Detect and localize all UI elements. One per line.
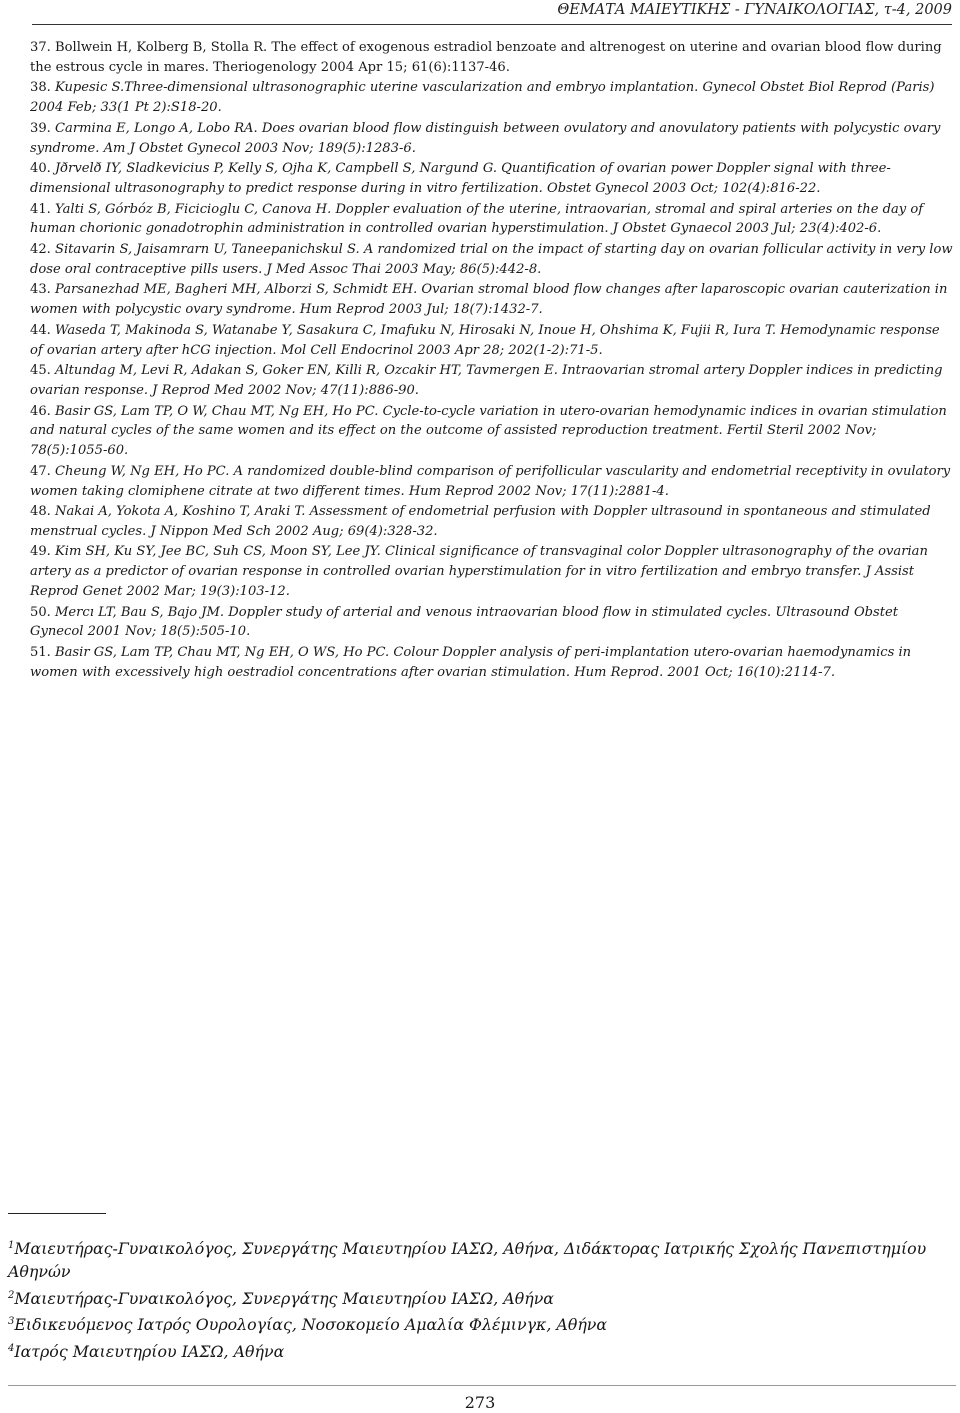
footnote-mark: 3: [8, 1316, 15, 1328]
reference-number: 42.: [30, 241, 51, 257]
footnote-mark: 4: [8, 1342, 15, 1354]
reference-number: 41.: [30, 201, 51, 217]
reference-title: Colour Doppler analysis of peri-implantation utero-ovarian haemodynamics in women with excessively high oestradiol concentrations after ovarian stimulation.: [30, 645, 912, 680]
footer-rule: [8, 1385, 956, 1386]
reference-source: Obstet Gynecol 2003 Oct; 102(4):816-22.: [546, 180, 821, 196]
reference-title: Doppler study of arterial and venous intraovarian blood flow in stimulated cycles.: [228, 604, 772, 620]
footnote-text: Μαιευτήρας-Γυναικολόγος, Συνεργάτης Μαιευτηρίου ΙΑΣΩ, Αθήνα, Διδάκτορας Ιατρικής Σχολής Πανεπιστημίου Αθηνών: [8, 1239, 927, 1282]
footnote-text: Ιατρός Μαιευτηρίου ΙΑΣΩ, Αθήνα: [14, 1341, 285, 1361]
journal-title: ΘΕΜΑΤΑ ΜΑΙΕΥΤΙΚΗΣ - ΓΥΝΑΙΚΟΛΟΓΙΑΣ, τ-4, 2009: [557, 2, 952, 18]
reference-number: 50.: [30, 604, 51, 620]
reference-source: J Med Assoc Thai 2003 May; 86(5):442-8.: [266, 261, 542, 277]
footnote-text: Μαιευτήρας-Γυναικολόγος, Συνεργάτης Μαιευτηρίου ΙΑΣΩ, Αθήνα: [14, 1288, 554, 1308]
reference-source: Hum Reprod 2003 Jul; 18(7):1432-7.: [299, 302, 543, 318]
reference-number: 43.: [30, 282, 51, 298]
reference-item: [30, 603, 954, 643]
reference-number: 49.: [30, 544, 51, 560]
reference-authors: Bollwein H, Kolberg B, Stolla R.: [55, 40, 268, 55]
footnote-separator: [8, 1213, 106, 1214]
reference-authors: Kim SH, Ku SY, Jee BC, Suh CS, Moon SY, Lee JY.: [55, 544, 381, 560]
reference-number: 46.: [30, 403, 51, 419]
reference-number: 51.: [30, 645, 51, 661]
footnote-mark: 1: [8, 1240, 15, 1251]
reference-item: [30, 462, 954, 502]
footnote-item: [8, 1337, 956, 1363]
reference-title: Hemodynamic response of ovarian artery after hCG injection.: [30, 322, 940, 358]
reference-list: [30, 38, 954, 683]
reference-authors: Carmina E, Longo A, Lobo RA.: [55, 120, 258, 136]
reference-authors: Basir GS, Lam TP, Chau MT, Ng EH, O WS, Ho PC.: [55, 645, 390, 661]
reference-number: 39.: [30, 120, 51, 136]
footnote-item: [8, 1310, 956, 1336]
reference-title: The effect of exogenous estradiol benzoate and altrenogest on uterine and ovarian blood flow during the estrous cycle in mares.: [30, 40, 942, 75]
reference-title: Doppler evaluation of the uterine, intraovarian, stromal and spiral arteries on the day of human chorionic gonadotrophin administration in controlled ovarian hyperstimulation.: [30, 201, 924, 237]
reference-title: Assessment of endometrial perfusion with Doppler ultrasound in spontaneous and stimulated menstrual cycles.: [30, 504, 931, 539]
reference-number: 40.: [30, 161, 51, 177]
reference-authors: Kupesic S.: [55, 80, 125, 96]
reference-title: Three-dimensional ultrasonographic uterine vascularization and embryo implantation.: [124, 80, 699, 96]
reference-title: Clinical significance of transvaginal color Doppler ultrasonography of the ovarian artery as a predictor of ovarian response in controlled ovarian hyperstimulation for in vitro fertilization and embryo transfer.: [30, 544, 928, 580]
author-footnotes: [8, 1213, 956, 1363]
reference-authors: Mercı LT, Bau S, Bajo JM.: [55, 604, 225, 620]
reference-source: Theriogenology 2004 Apr 15; 61(6):1137-46.: [213, 59, 510, 75]
reference-source: Fertil Steril 2002 Nov; 78(5):1055-60.: [30, 423, 877, 459]
reference-title: Does ovarian blood flow distinguish between ovulatory and anovulatory patients with polycystic ovary syndrome.: [30, 120, 941, 156]
reference-item: [30, 361, 954, 401]
reference-item: [30, 402, 954, 461]
reference-title: Quantification of ovarian power Doppler signal with three-dimensional ultrasonography to predict response during in vitro fertilization.: [30, 161, 891, 196]
reference-item: [30, 321, 954, 361]
reference-source: Mol Cell Endocrinol 2003 Apr 28; 202(1-2):71-5.: [280, 342, 603, 358]
reference-number: 38.: [30, 80, 51, 96]
reference-source: Hum Reprod 2002 Nov; 17(11):2881-4.: [408, 483, 669, 499]
reference-authors: Basir GS, Lam TP, O W, Chau MT, Ng EH, Ho PC.: [55, 403, 379, 419]
header-rule: [32, 24, 952, 25]
reference-authors: Nakai A, Yokota A, Koshino T, Araki T.: [55, 504, 306, 520]
reference-source: Hum Reprod. 2001 Oct; 16(10):2114-7.: [574, 664, 836, 680]
reference-item: [30, 159, 954, 199]
reference-number: 45.: [30, 363, 51, 379]
reference-item: [30, 280, 954, 320]
reference-source: Am J Obstet Gynecol 2003 Nov; 189(5):1283-6.: [103, 140, 416, 156]
reference-authors: Sitavarin S, Jaisamrarn U, Taneepanichskul S.: [55, 241, 360, 257]
reference-number: 47.: [30, 463, 51, 479]
reference-item: [30, 119, 954, 159]
reference-authors: Cheung W, Ng EH, Ho PC.: [55, 463, 230, 479]
reference-number: 44.: [30, 322, 51, 338]
reference-item: [30, 502, 954, 542]
reference-item: [30, 240, 954, 280]
page-number: 273: [464, 1393, 496, 1412]
reference-title: Ovarian stromal blood flow changes after laparoscopic ovarian cauterization in women with polycystic ovary syndrome.: [30, 282, 948, 318]
reference-item: [30, 542, 954, 601]
reference-source: J Nippon Med Sch 2002 Aug; 69(4):328-32.: [150, 523, 438, 539]
reference-authors: Jðrvelð IY, Sladkevicius P, Kelly S, Ojha K, Campbell S, Nargund G.: [55, 161, 497, 177]
reference-authors: Waseda T, Makinoda S, Watanabe Y, Sasakura C, Imafuku N, Hirosaki N, Inoue H, Ohshima K, Fujii R, Iura T.: [55, 322, 777, 338]
footnote-item: [8, 1284, 956, 1310]
footnote-text: Ειδικευόμενος Ιατρός Ουρολογίας, Νοσοκομείο Αμαλία Φλέμινγκ, Αθήνα: [14, 1315, 608, 1335]
footnote-mark: 2: [8, 1289, 15, 1301]
footnote-item: [8, 1234, 956, 1284]
reference-source: J Reprod Med 2002 Nov; 47(11):886-90.: [152, 382, 419, 398]
reference-source: J Assist Reprod Genet 2002 Mar; 19(3):103-12.: [30, 564, 915, 600]
reference-source: J Obstet Gynaecol 2003 Jul; 23(4):402-6.: [612, 221, 882, 237]
reference-number: 48.: [30, 504, 51, 520]
reference-item: [30, 200, 954, 240]
reference-title: Cycle-to-cycle variation in utero-ovarian hemodynamic indices in ovarian stimulation and natural cycles of the same women and its effect on the outcome of assisted reproduction treatment.: [30, 403, 947, 439]
reference-title: Intraovarian stromal artery Doppler indices in predicting ovarian response.: [30, 363, 943, 398]
reference-authors: Yalti S, Górbóz B, Ficicioglu C, Canova H.: [55, 201, 332, 217]
reference-item: [30, 78, 954, 118]
reference-title: A randomized double-blind comparison of perifollicular vascularity and endometrial receptivity in ovulatory women taking clomiphene citrate at two different times.: [30, 463, 951, 499]
running-header: [0, 2, 956, 26]
reference-authors: Parsanezhad ME, Bagheri MH, Alborzi S, Schmidt EH.: [55, 282, 418, 298]
reference-authors: Altundag M, Levi R, Adakan S, Goker EN, Killi R, Ozcakir HT, Tavmergen E.: [55, 363, 558, 379]
reference-item: [30, 643, 954, 683]
reference-title: A randomized trial on the impact of starting day on ovarian follicular activity in very low dose oral contraceptive pills users.: [30, 241, 953, 277]
reference-source: Ultrasound Obstet Gynecol 2001 Nov; 18(5):505-10.: [30, 604, 899, 640]
reference-source: Gynecol Obstet Biol Reprod (Paris) 2004 Feb; 33(1 Pt 2):S18-20.: [30, 80, 935, 116]
reference-number: 37.: [30, 40, 51, 55]
reference-item: [30, 38, 954, 78]
